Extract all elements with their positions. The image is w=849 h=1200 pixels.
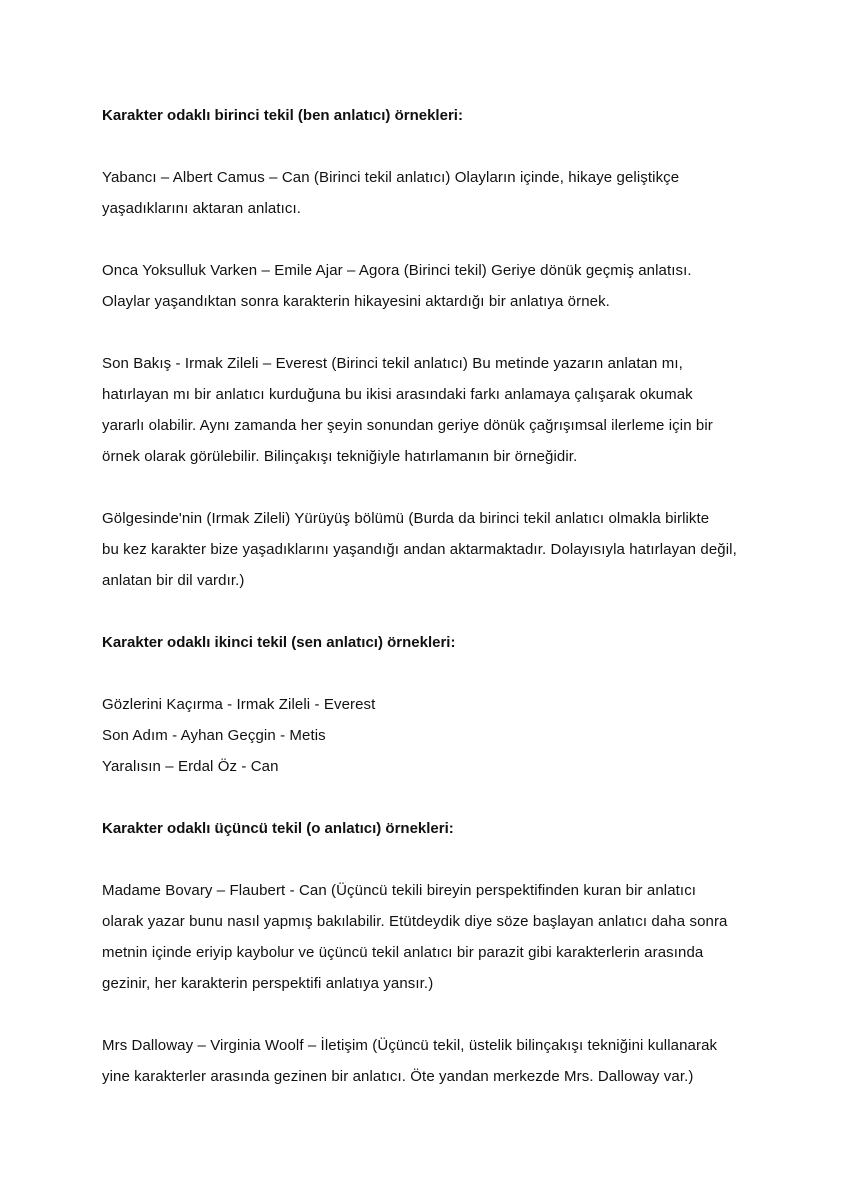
section-heading-first-person: Karakter odaklı birinci tekil (ben anlatıcı) örnekleri: xyxy=(102,107,463,124)
list-item: Yaralısın – Erdal Öz - Can xyxy=(102,758,279,775)
paragraph-madame-bovary xyxy=(102,875,762,999)
paragraph-son-bakis xyxy=(102,348,762,472)
paragraph-mrs-dalloway xyxy=(102,1030,762,1092)
text-line: bu kez karakter bize yaşadıklarını yaşandığı andan aktarmaktadır. Dolayısıyla hatırlayan değil, xyxy=(102,541,737,558)
document-body xyxy=(102,100,762,1123)
text-line: gezinir, her karakterin perspektifi anlatıya yansır.) xyxy=(102,975,434,992)
list-item: Son Adım - Ayhan Geçgin - Metis xyxy=(102,727,326,744)
text-line: hatırlayan mı bir anlatıcı kurduğuna bu ikisi arasındaki farkı anlamaya çalışarak okumak xyxy=(102,386,693,403)
list-item: Gözlerini Kaçırma - Irmak Zileli - Everest xyxy=(102,696,376,713)
text-line: Gölgesinde'nin (Irmak Zileli) Yürüyüş bölümü (Burda da birinci tekil anlatıcı olmakla birlikte xyxy=(102,510,710,527)
text-line: Madame Bovary – Flaubert - Can (Üçüncü tekili bireyin perspektifinden kuran bir anlatıcı xyxy=(102,882,697,899)
text-line: olarak yazar bunu nasıl yapmış bakılabilir. Etütdeydik diye söze başlayan anlatıcı daha sonra xyxy=(102,913,728,930)
paragraph-yabanci xyxy=(102,162,762,224)
paragraph-onca-yoksulluk xyxy=(102,255,762,317)
text-line: örnek olarak görülebilir. Bilinçakışı tekniğiyle hatırlamanın bir örneğidir. xyxy=(102,448,578,465)
text-line: Olaylar yaşandıktan sonra karakterin hikayesini aktardığı bir anlatıya örnek. xyxy=(102,293,610,310)
text-line: Mrs Dalloway – Virginia Woolf – İletişim (Üçüncü tekil, üstelik bilinçakışı tekniğini kullanarak xyxy=(102,1037,718,1054)
book-list xyxy=(102,689,762,782)
paragraph-golgesinde xyxy=(102,503,762,596)
section-heading-third-person: Karakter odaklı üçüncü tekil (o anlatıcı) örnekleri: xyxy=(102,820,454,837)
text-line: metnin içinde eriyip kaybolur ve üçüncü tekil anlatıcı bir parazit gibi karakterlerin arasında xyxy=(102,944,704,961)
text-line: Son Bakış - Irmak Zileli – Everest (Birinci tekil anlatıcı) Bu metinde yazarın anlatan mı, xyxy=(102,355,683,372)
text-line: Yabancı – Albert Camus – Can (Birinci tekil anlatıcı) Olayların içinde, hikaye geliştikçe xyxy=(102,169,680,186)
text-line: anlatan bir dil vardır.) xyxy=(102,572,245,589)
text-line: Onca Yoksulluk Varken – Emile Ajar – Agora (Birinci tekil) Geriye dönük geçmiş anlatısı. xyxy=(102,262,692,279)
text-line: yaşadıklarını aktaran anlatıcı. xyxy=(102,200,302,217)
text-line: yine karakterler arasında gezinen bir anlatıcı. Öte yandan merkezde Mrs. Dalloway var.) xyxy=(102,1068,694,1085)
section-heading-second-person: Karakter odaklı ikinci tekil (sen anlatıcı) örnekleri: xyxy=(102,634,456,651)
text-line: yararlı olabilir. Aynı zamanda her şeyin sonundan geriye dönük çağrışımsal ilerleme için bir xyxy=(102,417,713,434)
